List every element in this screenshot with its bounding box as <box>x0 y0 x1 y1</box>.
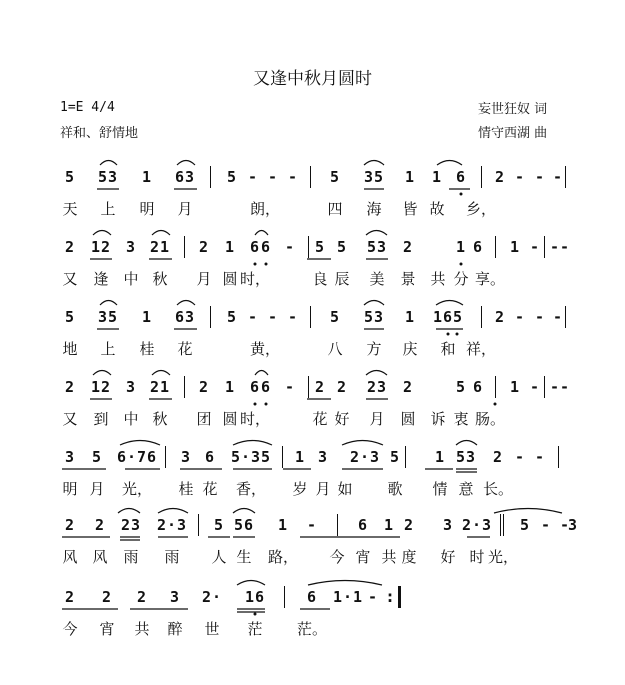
lyric-syllable: 圆 <box>222 410 238 428</box>
staff-row-6 <box>0 516 625 576</box>
note: 6 <box>455 168 467 186</box>
slur-arc <box>494 509 562 514</box>
lyric-syllable: 情 <box>432 480 448 498</box>
lyric-syllable: 度 <box>401 548 417 566</box>
lyric-syllable: 桂 <box>139 340 155 358</box>
low-octave-dot <box>494 403 497 406</box>
lyric-syllable: 光， <box>487 548 519 566</box>
lyric-syllable: 庆 <box>402 340 418 358</box>
note: 2 <box>336 378 348 396</box>
note: 1 <box>224 378 236 396</box>
lyric-syllable: 和 <box>440 340 456 358</box>
lyric-syllable: 今 <box>329 548 345 566</box>
notation-marks <box>0 308 625 368</box>
note: 3 <box>180 448 192 466</box>
note: 5 <box>329 168 341 186</box>
note: 1·1 <box>332 588 364 606</box>
note: 2 <box>198 238 210 256</box>
lyric-syllable: 共 <box>134 620 150 638</box>
note: 6 <box>260 378 272 396</box>
note: 6 <box>260 238 272 256</box>
note: 56 <box>233 516 255 534</box>
lyric-syllable: 花 <box>202 480 218 498</box>
low-octave-dot <box>460 193 463 196</box>
slur-arc <box>308 581 382 586</box>
lyric-syllable: 长。 <box>482 480 514 498</box>
dash-extension: - <box>559 378 571 396</box>
note: 1 <box>509 378 521 396</box>
note: 1 <box>404 308 416 326</box>
note: 5 <box>336 238 348 256</box>
lyric-syllable: 肠。 <box>474 410 506 428</box>
dash-extension: - <box>247 168 259 186</box>
note: 1 <box>224 238 236 256</box>
note: 2 <box>198 378 210 396</box>
note: 5·35 <box>230 448 272 466</box>
slur-arc <box>93 371 111 376</box>
lyric-syllable: 时， <box>239 410 271 428</box>
note: 2· <box>201 588 223 606</box>
lyric-syllable: 醉 <box>167 620 183 638</box>
slur-arc <box>100 161 117 166</box>
note: 1 <box>141 308 153 326</box>
lyric-syllable: 八 <box>327 340 343 358</box>
lyric-syllable: 共 <box>430 270 446 288</box>
note: 1 <box>294 448 306 466</box>
slur-arc <box>120 441 160 446</box>
lyric-syllable: 月 <box>369 410 385 428</box>
note: 5 <box>519 516 531 534</box>
slur-arc <box>233 509 255 514</box>
low-octave-dot <box>447 333 450 336</box>
dash-extension: - <box>247 308 259 326</box>
key-signature: 1=E 4/4 <box>60 100 115 115</box>
lyric-syllable: 故 <box>429 200 445 218</box>
note: 2 <box>314 378 326 396</box>
note: 5 <box>64 168 76 186</box>
lyric-syllable: 今 <box>62 620 78 638</box>
slur-arc <box>158 509 188 514</box>
note: 35 <box>363 168 385 186</box>
note: 21 <box>149 238 171 256</box>
lyric-syllable: 雨 <box>123 548 139 566</box>
lyric-syllable: 月 <box>89 480 105 498</box>
note: 2 <box>101 588 113 606</box>
lyric-syllable: 衷 <box>453 410 469 428</box>
note: 21 <box>149 378 171 396</box>
staff-row-7 <box>0 588 625 648</box>
note: 1 <box>431 168 443 186</box>
note: 23 <box>120 516 142 534</box>
slur-arc <box>152 371 170 376</box>
dash-extension: - <box>514 168 526 186</box>
dash-extension: - <box>284 378 296 396</box>
lyric-syllable: 月 <box>315 480 331 498</box>
slur-arc <box>118 509 140 514</box>
lyric-syllable: 乡， <box>465 200 497 218</box>
note: 2 <box>64 588 76 606</box>
dash-extension: - <box>534 308 546 326</box>
lyric-syllable: 又 <box>62 270 78 288</box>
slur-arc <box>255 371 268 376</box>
lyric-syllable: 四 <box>327 200 343 218</box>
slur-arc <box>364 161 384 166</box>
note: 35 <box>97 308 119 326</box>
lyricist-credit: 妄世狂奴 词 <box>478 102 548 117</box>
lyric-syllable: 风 <box>92 548 108 566</box>
lyric-syllable: 海 <box>366 200 382 218</box>
note: 6 <box>472 238 484 256</box>
song-title: 又逢中秋月圆时 <box>253 69 372 89</box>
note: 3 <box>125 378 137 396</box>
notation-marks <box>0 516 625 576</box>
dash-extension: - <box>306 516 318 534</box>
dash-extension: - <box>284 238 296 256</box>
note: 5 <box>389 448 401 466</box>
note: 2·3 <box>156 516 188 534</box>
lyric-syllable: 又 <box>62 410 78 428</box>
lyric-syllable: 圆 <box>222 270 238 288</box>
lyric-syllable: 地 <box>62 340 78 358</box>
lyric-syllable: 黄， <box>249 340 281 358</box>
slur-arc <box>177 161 195 166</box>
staff-row-5 <box>0 448 625 508</box>
lyric-syllable: 景 <box>400 270 416 288</box>
lyric-syllable: 路， <box>267 548 299 566</box>
lyric-syllable: 上 <box>100 200 116 218</box>
notation-marks <box>0 588 625 648</box>
lyric-syllable: 秋 <box>152 410 168 428</box>
lyric-syllable: 逢 <box>93 270 109 288</box>
note: 5 <box>226 168 238 186</box>
note: 3 <box>64 448 76 466</box>
note: 12 <box>90 378 112 396</box>
note: 2 <box>64 516 76 534</box>
dash-extension: - <box>559 516 571 534</box>
lyric-syllable: 世 <box>204 620 220 638</box>
note: 5 <box>314 238 326 256</box>
note: 2·3 <box>461 516 493 534</box>
note: 12 <box>90 238 112 256</box>
dash-extension: - <box>367 588 379 606</box>
note: 2·3 <box>349 448 381 466</box>
note: 3 <box>567 516 579 534</box>
note: 5 <box>329 308 341 326</box>
lyric-syllable: 雨 <box>164 548 180 566</box>
lyric-syllable: 朗， <box>249 200 281 218</box>
lyric-syllable: 共 <box>381 548 397 566</box>
lyric-syllable: 祥， <box>465 340 497 358</box>
note: 5 <box>455 378 467 396</box>
lyric-syllable: 明 <box>139 200 155 218</box>
lyric-syllable: 意 <box>458 480 474 498</box>
note: 2 <box>402 238 414 256</box>
note: 63 <box>174 308 196 326</box>
note: 5 <box>226 308 238 326</box>
lyric-syllable: 岁 <box>292 480 308 498</box>
note: 1 <box>434 448 446 466</box>
lyric-syllable: 分 <box>453 270 469 288</box>
low-octave-dot <box>254 403 257 406</box>
lyric-syllable: 美 <box>369 270 385 288</box>
lyric-syllable: 皆 <box>402 200 418 218</box>
lyric-syllable: 如 <box>337 480 353 498</box>
note: 53 <box>455 448 477 466</box>
note: 3 <box>125 238 137 256</box>
note: 23 <box>366 378 388 396</box>
lyric-syllable: 到 <box>93 410 109 428</box>
lyric-syllable: 宵 <box>99 620 115 638</box>
note: 53 <box>366 238 388 256</box>
lyric-syllable: 宵 <box>355 548 371 566</box>
note: 5 <box>91 448 103 466</box>
lyric-syllable: 良 <box>312 270 328 288</box>
dash-extension: - <box>549 238 561 256</box>
note: 2 <box>64 238 76 256</box>
dash-extension: - <box>540 516 552 534</box>
lyric-syllable: 上 <box>100 340 116 358</box>
lyric-syllable: 好 <box>440 548 456 566</box>
note: 1 <box>509 238 521 256</box>
staff-row-1 <box>0 168 625 228</box>
dash-extension: - <box>514 308 526 326</box>
lyric-syllable: 生 <box>236 548 252 566</box>
lyric-syllable: 圆 <box>400 410 416 428</box>
tempo-mood: 祥和、舒情地 <box>60 126 139 141</box>
lyric-syllable: 明 <box>62 480 78 498</box>
notation-marks <box>0 378 625 438</box>
note: 3 <box>317 448 329 466</box>
note: 1 <box>404 168 416 186</box>
note: 2 <box>494 168 506 186</box>
note: 1 <box>455 238 467 256</box>
lyric-syllable: 团 <box>196 410 212 428</box>
note: 53 <box>97 168 119 186</box>
slur-arc <box>93 231 111 236</box>
lyric-syllable: 时， <box>239 270 271 288</box>
lyric-syllable: 秋 <box>152 270 168 288</box>
slur-arc <box>436 301 463 306</box>
composer-credit: 情守西湖 曲 <box>478 126 548 141</box>
dash-extension: - <box>534 168 546 186</box>
dash-extension: - <box>529 238 541 256</box>
note: 1 <box>383 516 395 534</box>
dash-extension: - <box>529 378 541 396</box>
lyric-syllable: 享。 <box>474 270 506 288</box>
lyric-syllable: 诉 <box>430 410 446 428</box>
slur-arc <box>152 231 170 236</box>
low-octave-dot <box>456 333 459 336</box>
note: 2 <box>94 516 106 534</box>
dash-extension: - <box>559 238 571 256</box>
note: 6 <box>357 516 369 534</box>
low-octave-dot <box>254 613 257 616</box>
lyric-syllable: 人 <box>211 548 227 566</box>
dash-extension: - <box>267 168 279 186</box>
lyric-syllable: 中 <box>123 410 139 428</box>
lyric-syllable: 天 <box>62 200 78 218</box>
lyric-syllable: 风 <box>62 548 78 566</box>
note: 2 <box>492 448 504 466</box>
note: 2 <box>136 588 148 606</box>
lyric-syllable: 好 <box>334 410 350 428</box>
lyric-syllable: 光， <box>121 480 153 498</box>
slur-arc <box>456 441 477 446</box>
note: 6 <box>204 448 216 466</box>
lyric-syllable: 歌 <box>387 480 403 498</box>
dash-extension: - <box>549 378 561 396</box>
lyric-syllable: 辰 <box>334 270 350 288</box>
slur-arc <box>177 301 195 306</box>
lyric-syllable: 茫。 <box>296 620 328 638</box>
repeat-colon: : <box>387 588 393 606</box>
slur-arc <box>100 301 117 306</box>
dash-extension: - <box>514 448 526 466</box>
slur-arc <box>237 581 265 586</box>
dash-extension: - <box>287 168 299 186</box>
low-octave-dot <box>460 263 463 266</box>
lyric-syllable: 香， <box>235 480 267 498</box>
note: 5 <box>213 516 225 534</box>
slur-arc <box>233 441 272 446</box>
note: 2 <box>402 378 414 396</box>
slur-arc <box>255 231 268 236</box>
dash-extension: - <box>534 448 546 466</box>
lyric-syllable: 桂 <box>178 480 194 498</box>
note: 6·76 <box>116 448 158 466</box>
lyric-syllable: 中 <box>123 270 139 288</box>
lyric-syllable: 花 <box>177 340 193 358</box>
note: 3 <box>442 516 454 534</box>
dash-extension: - <box>267 308 279 326</box>
lyric-syllable: 方 <box>366 340 382 358</box>
note: 6 <box>249 378 261 396</box>
staff-row-4 <box>0 378 625 438</box>
lyric-syllable: 时 <box>469 548 485 566</box>
lyric-syllable: 茫 <box>247 620 263 638</box>
note: 165 <box>432 308 464 326</box>
note: 5 <box>64 308 76 326</box>
note: 2 <box>494 308 506 326</box>
staff-row-3 <box>0 308 625 368</box>
lyric-syllable: 月 <box>196 270 212 288</box>
dash-extension: - <box>552 308 564 326</box>
notation-marks <box>0 448 625 508</box>
lyric-syllable: 月 <box>177 200 193 218</box>
slur-arc <box>366 231 387 236</box>
note: 16 <box>244 588 266 606</box>
note: 6 <box>472 378 484 396</box>
note: 6 <box>249 238 261 256</box>
note: 63 <box>174 168 196 186</box>
lyric-syllable: 花 <box>312 410 328 428</box>
staff-row-2 <box>0 238 625 298</box>
note: 1 <box>277 516 289 534</box>
note: 2 <box>64 378 76 396</box>
notation-marks <box>0 168 625 228</box>
low-octave-dot <box>265 403 268 406</box>
note: 2 <box>403 516 415 534</box>
note: 6 <box>306 588 318 606</box>
slur-arc <box>366 371 387 376</box>
dash-extension: - <box>287 308 299 326</box>
low-octave-dot <box>265 263 268 266</box>
slur-arc <box>437 161 462 166</box>
note: 3 <box>169 588 181 606</box>
dash-extension: - <box>552 168 564 186</box>
note: 53 <box>363 308 385 326</box>
slur-arc <box>364 301 384 306</box>
low-octave-dot <box>254 263 257 266</box>
note: 1 <box>141 168 153 186</box>
notation-marks <box>0 238 625 298</box>
slur-arc <box>342 441 383 446</box>
